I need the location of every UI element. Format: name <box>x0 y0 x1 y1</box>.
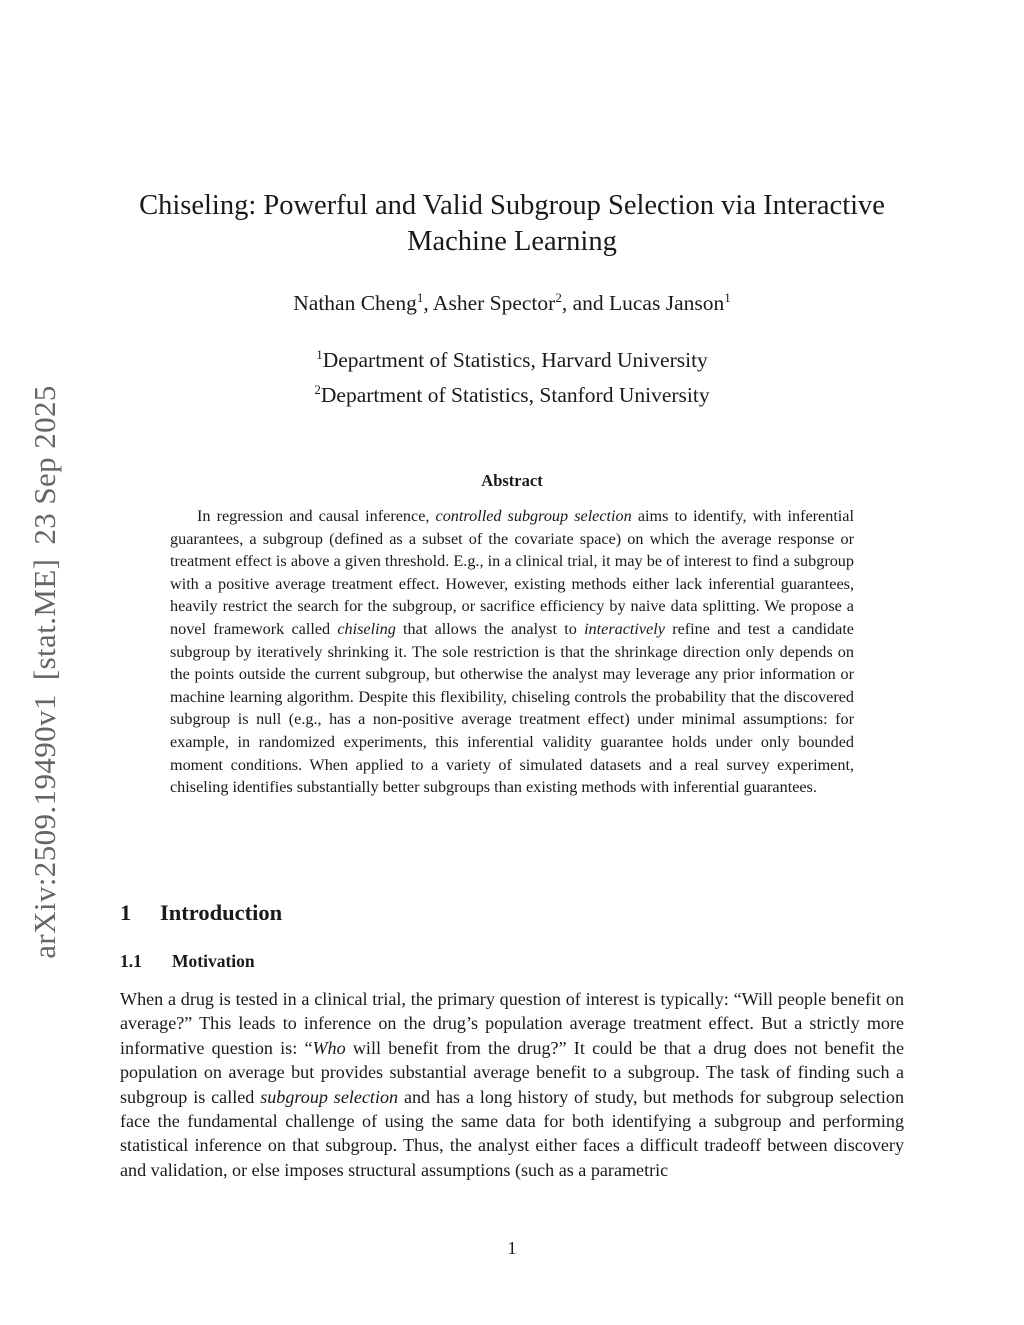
arxiv-category: [stat.ME] <box>27 558 62 681</box>
affiliation-item <box>120 375 904 410</box>
body-text: will benefit from the drug?” It could be that a drug does not benefit the population on average but provides substantial average benefit to a subgroup. The task of finding such a subgroup is called <box>120 1037 904 1107</box>
body-text: When a drug is tested in a clinical trial, the primary question of interest is typically: “Will people benefit on average?” This leads to inference on the drug’s population average treatment effect. But a strictly more informative question is: “ <box>120 989 904 1058</box>
arxiv-date: 23 Sep 2025 <box>27 385 62 545</box>
page-number: 1 <box>507 1238 517 1258</box>
affiliation-text: Department of Statistics, Stanford University <box>320 383 710 408</box>
body-emphasis: subgroup selection <box>260 1086 399 1107</box>
abstract-heading: Abstract <box>481 471 543 490</box>
title-line-1: Chiseling: Powerful and Valid Subgroup Selection via Interactive <box>139 190 885 221</box>
abstract-text: refine and test a candidate subgroup by iteratively shrinking it. The sole restriction is that the shrinkage direction only depends on the points outside the current subgroup, but otherwise the analyst may leverage any prior information or machine learning algorithm. Despite this flexibility, chiseling controls the probability that the discovered subgroup is null (e.g., has a non-positive average treatment effect) under minimal assumptions: for example, in randomized experiments, this inferential validity guarantee holds under only bounded moment conditions. When applied to a variety of simulated datasets and a real survey experiment, chiseling identifies substantially better subgroups than existing methods with inferential guarantees. <box>170 619 854 797</box>
abstract-emphasis: chiseling <box>337 619 396 638</box>
affiliation-list <box>120 340 904 410</box>
affiliation-mark: 1 <box>316 347 323 362</box>
section-heading <box>120 900 282 926</box>
title-line-2: Machine Learning <box>407 226 617 257</box>
subsection-heading <box>120 951 255 972</box>
author-name: Asher Spector <box>432 291 556 316</box>
abstract-emphasis: controlled subgroup selection <box>435 507 632 525</box>
subsection-title: Motivation <box>172 951 255 971</box>
author-affil-mark: 1 <box>416 290 424 305</box>
abstract-text: aims to identify, with inferential guarantees, a subgroup (defined as a subset of the covariate space) on which the average response or treatment effect is above a given threshold. E.g., in a clinical trial, it may be of interest to find a subgroup with a positive average treatment effect. However, existing methods either lack inferential guarantees, heavily restrict the search for the subgroup, or sacrifice efficiency by naive data splitting. We propose a novel framework called <box>170 507 854 638</box>
arxiv-identifier-stamp <box>27 371 63 959</box>
author-name: Lucas Janson <box>609 291 725 316</box>
affiliation-item <box>120 340 904 375</box>
affiliation-text: Department of Statistics, Harvard University <box>322 348 708 373</box>
author-list <box>120 290 904 316</box>
author-separator: , and <box>561 291 609 316</box>
abstract-body <box>170 505 854 799</box>
paper-title <box>120 188 904 260</box>
abstract-text: In regression and causal inference, <box>197 507 436 525</box>
subsection-number: 1.1 <box>120 951 142 971</box>
abstract-text: that allows the analyst to <box>395 619 585 638</box>
author-name: Nathan Cheng <box>293 291 417 316</box>
affiliation-mark: 2 <box>314 382 321 398</box>
abstract-emphasis: interactively <box>584 619 665 638</box>
body-paragraph <box>120 987 904 1182</box>
author-separator: , <box>423 291 433 316</box>
section-number: 1 <box>120 900 132 925</box>
body-emphasis: Who <box>312 1037 346 1058</box>
body-text: and has a long history of study, but methods for subgroup selection face the fundamental challenge of using the same data for both identifying a subgroup and performing statistical inference on that subgroup. Thus, the analyst either faces a difficult tradeoff between discovery and validation, or else imposes structural assumptions (such as a parametric <box>120 1086 904 1180</box>
section-title: Introduction <box>160 900 283 925</box>
arxiv-id: arXiv:2509.19490v1 <box>27 694 62 959</box>
author-affil-mark: 2 <box>555 290 562 305</box>
author-affil-mark: 1 <box>724 290 731 305</box>
